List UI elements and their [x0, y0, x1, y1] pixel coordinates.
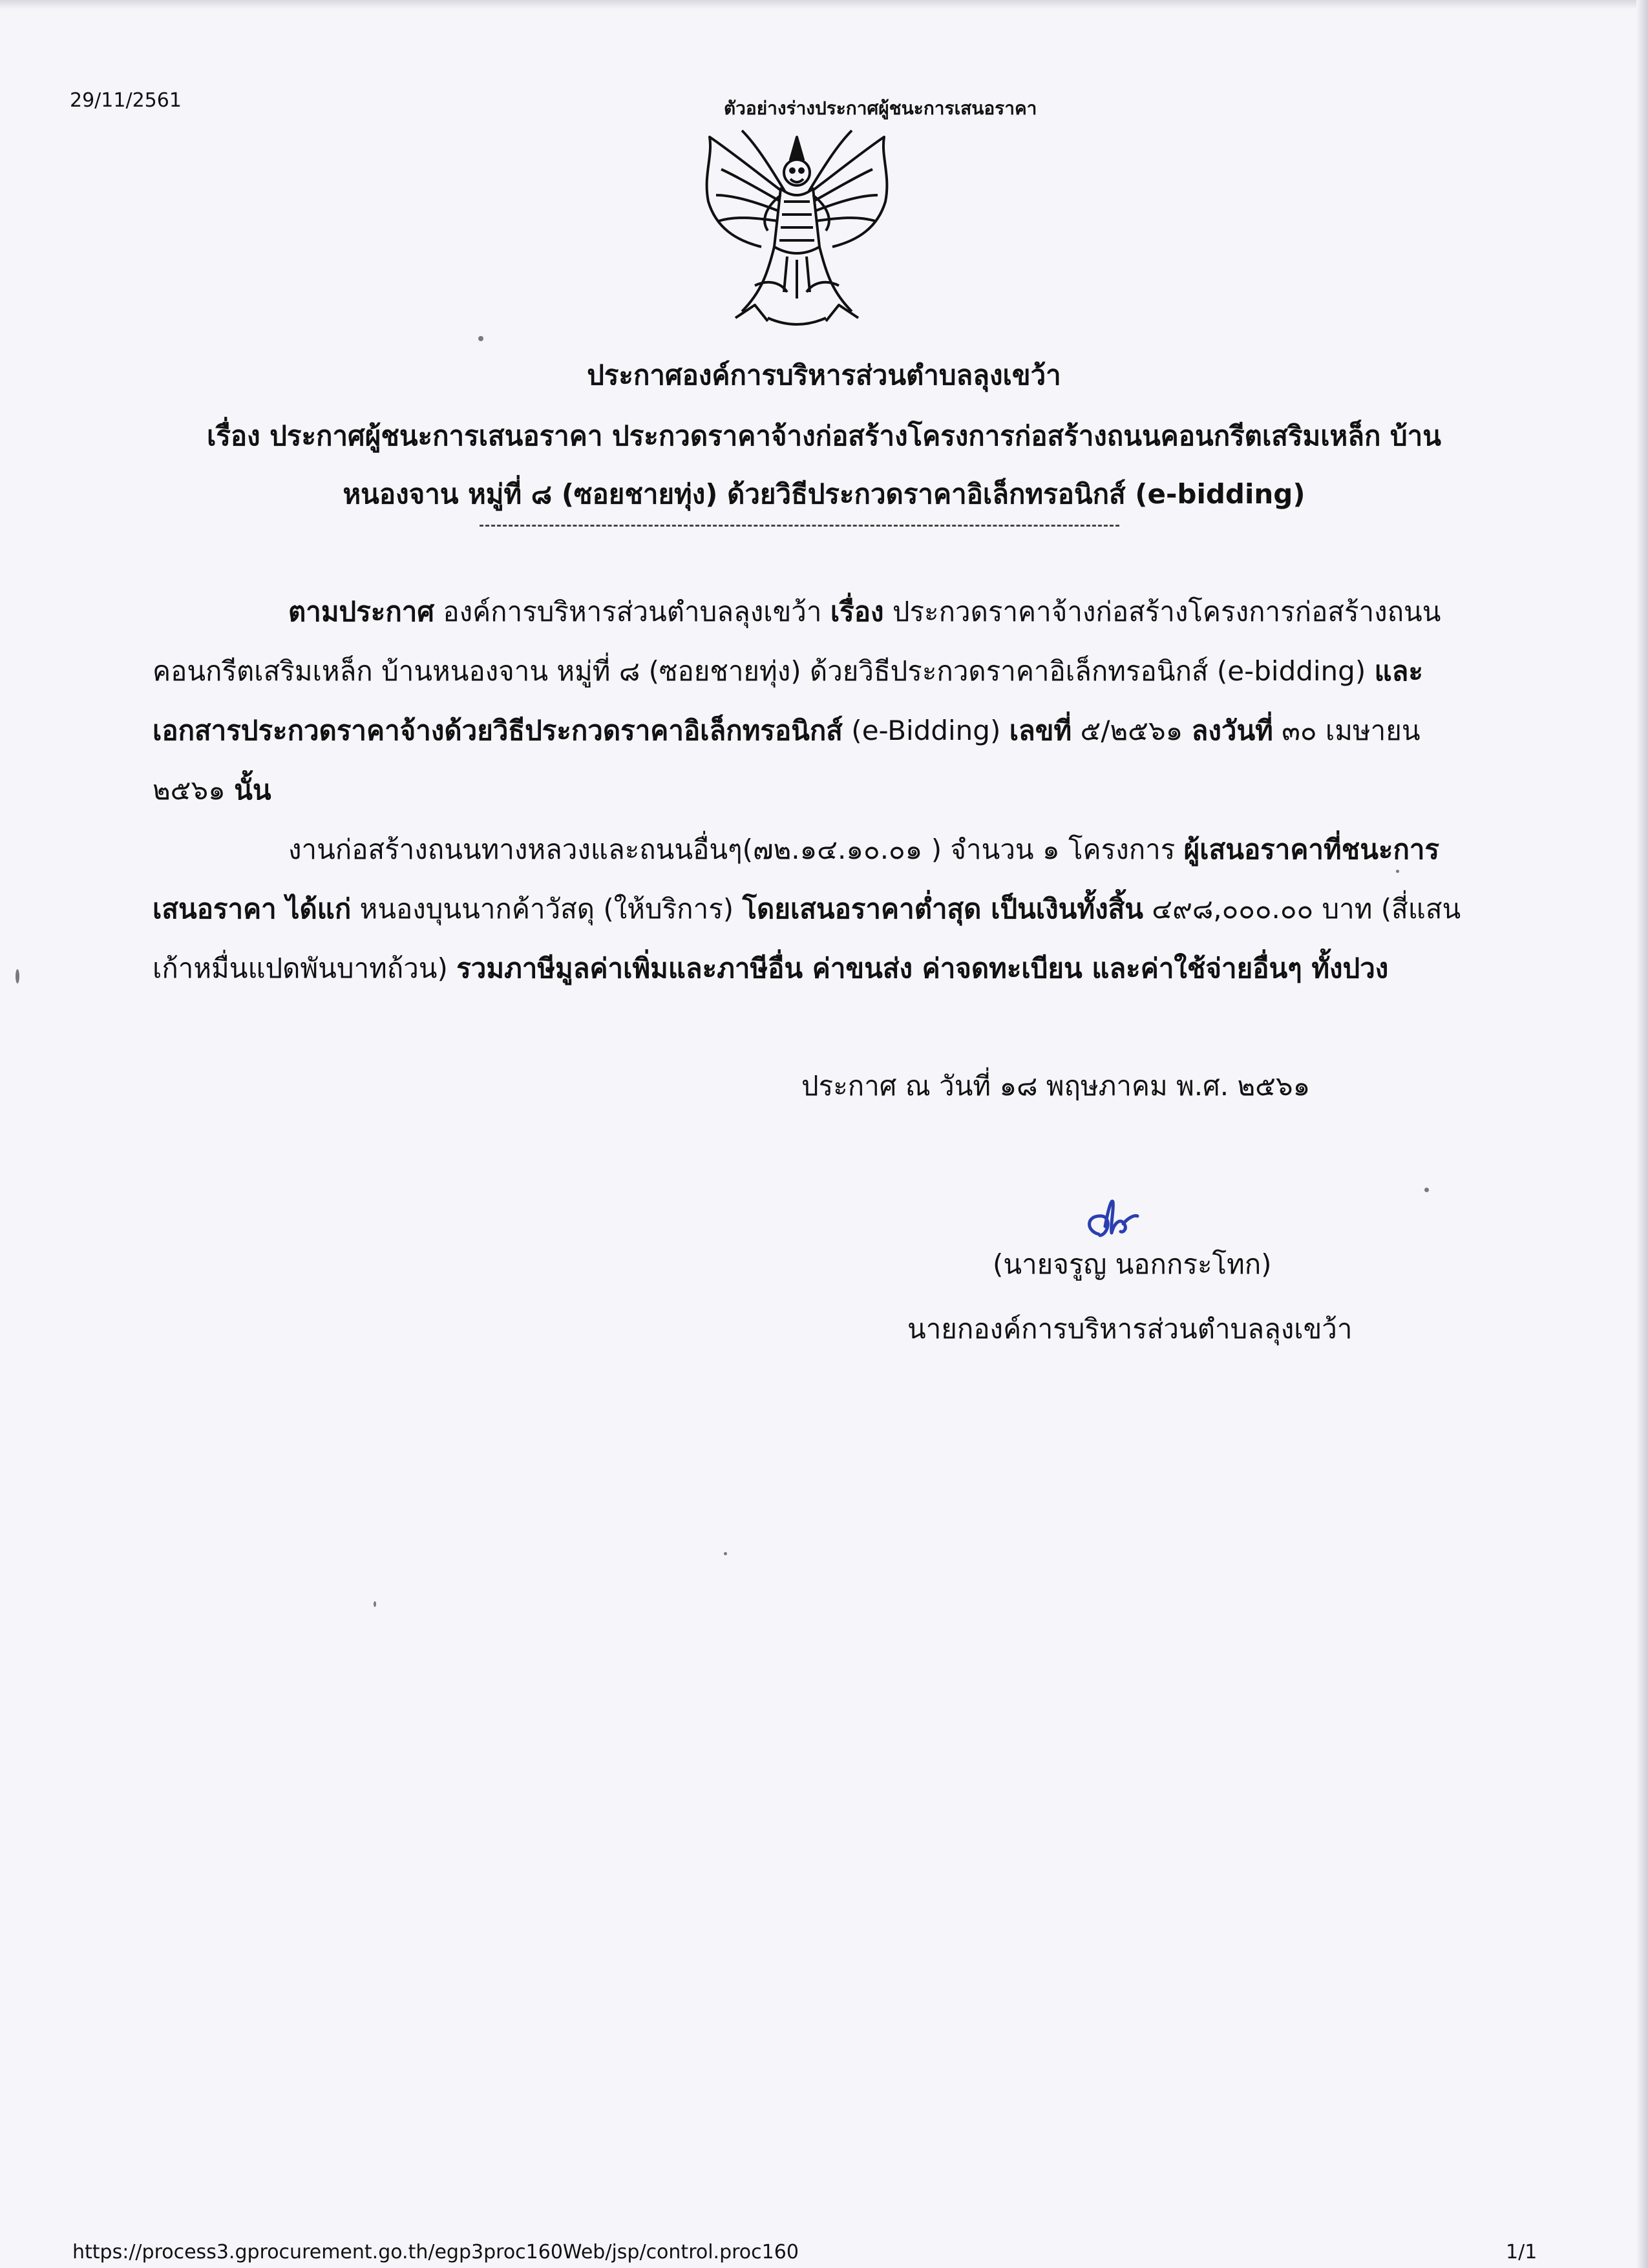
text: (e-Bidding): [842, 715, 1009, 746]
text: เก้าหมื่นแปดพันบาทถ้วน): [153, 952, 457, 984]
paragraph1-line4: [153, 769, 271, 812]
scan-speck: [1424, 1188, 1429, 1192]
announcement-date: ประกาศ ณ วันที่ ๑๘ พฤษภาคม พ.ศ. ๒๕๖๑: [801, 1070, 1311, 1102]
text: ๓๐ เมษายน: [1273, 715, 1421, 746]
text-bold: นั้น: [234, 774, 271, 806]
scan-speck: [374, 1601, 376, 1607]
text: ๔๙๘,๐๐๐.๐๐ บาท (สี่แสน: [1143, 893, 1461, 925]
text-bold: เสนอราคา ได้แก่: [153, 893, 352, 925]
signature-mark: [1073, 1195, 1144, 1247]
text: ๒๕๖๑: [153, 774, 235, 806]
subject-line-2: หนองจาน หมู่ที่ ๘ (ซอยชายทุ่ง) ด้วยวิธีประกวดราคาอิเล็กทรอนิกส์ (e-bidding): [343, 478, 1305, 510]
scan-edge-right: [1636, 0, 1648, 2268]
paragraph1-line3: [153, 709, 1421, 752]
text: คอนกรีตเสริมเหล็ก บ้านหนองจาน หมู่ที่ ๘ (ซอยชายทุ่ง) ด้วยวิธีประกวดราคาอิเล็กทรอนิกส์ (e-bidding): [153, 655, 1375, 687]
paragraph2-line3: [153, 947, 1388, 990]
footer-url: https://process3.gprocurement.go.th/egp3proc160Web/jsp/control.proc160: [72, 2241, 799, 2263]
print-date: 29/11/2561: [70, 89, 182, 112]
text-bold: โดยเสนอราคาต่ำสุด เป็นเงินทั้งสิ้น: [742, 893, 1143, 925]
garuda-emblem-icon: [690, 124, 903, 337]
text-bold: ลงวันที่: [1191, 715, 1273, 746]
text: หนองบุนนากค้าวัสดุ (ให้บริการ): [351, 893, 743, 925]
text-bold: ตามประกาศ: [288, 596, 434, 627]
text: งานก่อสร้างถนนทางหลวงและถนนอื่นๆ(๗๒.๑๔.๑๐.๐๑ ) จำนวน ๑ โครงการ: [288, 834, 1184, 865]
text-bold: ผู้เสนอราคาที่ชนะการ: [1183, 834, 1440, 865]
scan-speck: [724, 1552, 727, 1555]
scan-speck: [16, 969, 19, 983]
signer-position: นายกองค์การบริหารส่วนตำบลลุงเขว้า: [907, 1313, 1353, 1345]
divider-line: [480, 525, 1119, 527]
scan-speck: [1396, 870, 1399, 873]
text-bold: รวมภาษีมูลค่าเพิ่มและภาษีอื่น ค่าขนส่ง ค่าจดทะเบียน และค่าใช้จ่ายอื่นๆ ทั้งปวง: [456, 952, 1389, 984]
header-caption: ตัวอย่างร่างประกาศผู้ชนะการเสนอราคา: [724, 98, 1037, 119]
text: องค์การบริหารส่วนตำบลลุงเขว้า: [434, 596, 830, 627]
paragraph1-line2: [153, 650, 1423, 693]
scan-speck: [478, 336, 483, 341]
text-bold: เรื่อง: [830, 596, 884, 627]
paragraph1-line1: [288, 591, 1441, 633]
text-bold: เลขที่: [1009, 715, 1072, 746]
signer-name: (นายจรูญ นอกกระโทก): [993, 1248, 1272, 1280]
announcement-title: ประกาศองค์การบริหารส่วนตำบลลุงเขว้า: [587, 359, 1061, 391]
paragraph2-line2: [153, 888, 1461, 930]
subject-line-1: เรื่อง ประกาศผู้ชนะการเสนอราคา ประกวดราคาจ้างก่อสร้างโครงการก่อสร้างถนนคอนกรีตเสริมเหล็ก บ้าน: [207, 420, 1441, 452]
footer-page-number: 1/1: [1506, 2241, 1537, 2263]
text: ประกวดราคาจ้างก่อสร้างโครงการก่อสร้างถนน: [883, 596, 1441, 627]
text: ๕/๒๕๖๑: [1072, 715, 1192, 746]
text-bold: เอกสารประกวดราคาจ้างด้วยวิธีประกวดราคาอิเล็กทรอนิกส์: [153, 715, 843, 746]
paragraph2-line1: [288, 828, 1439, 871]
text-bold: และ: [1374, 655, 1423, 687]
scan-edge-top: [0, 0, 1648, 9]
